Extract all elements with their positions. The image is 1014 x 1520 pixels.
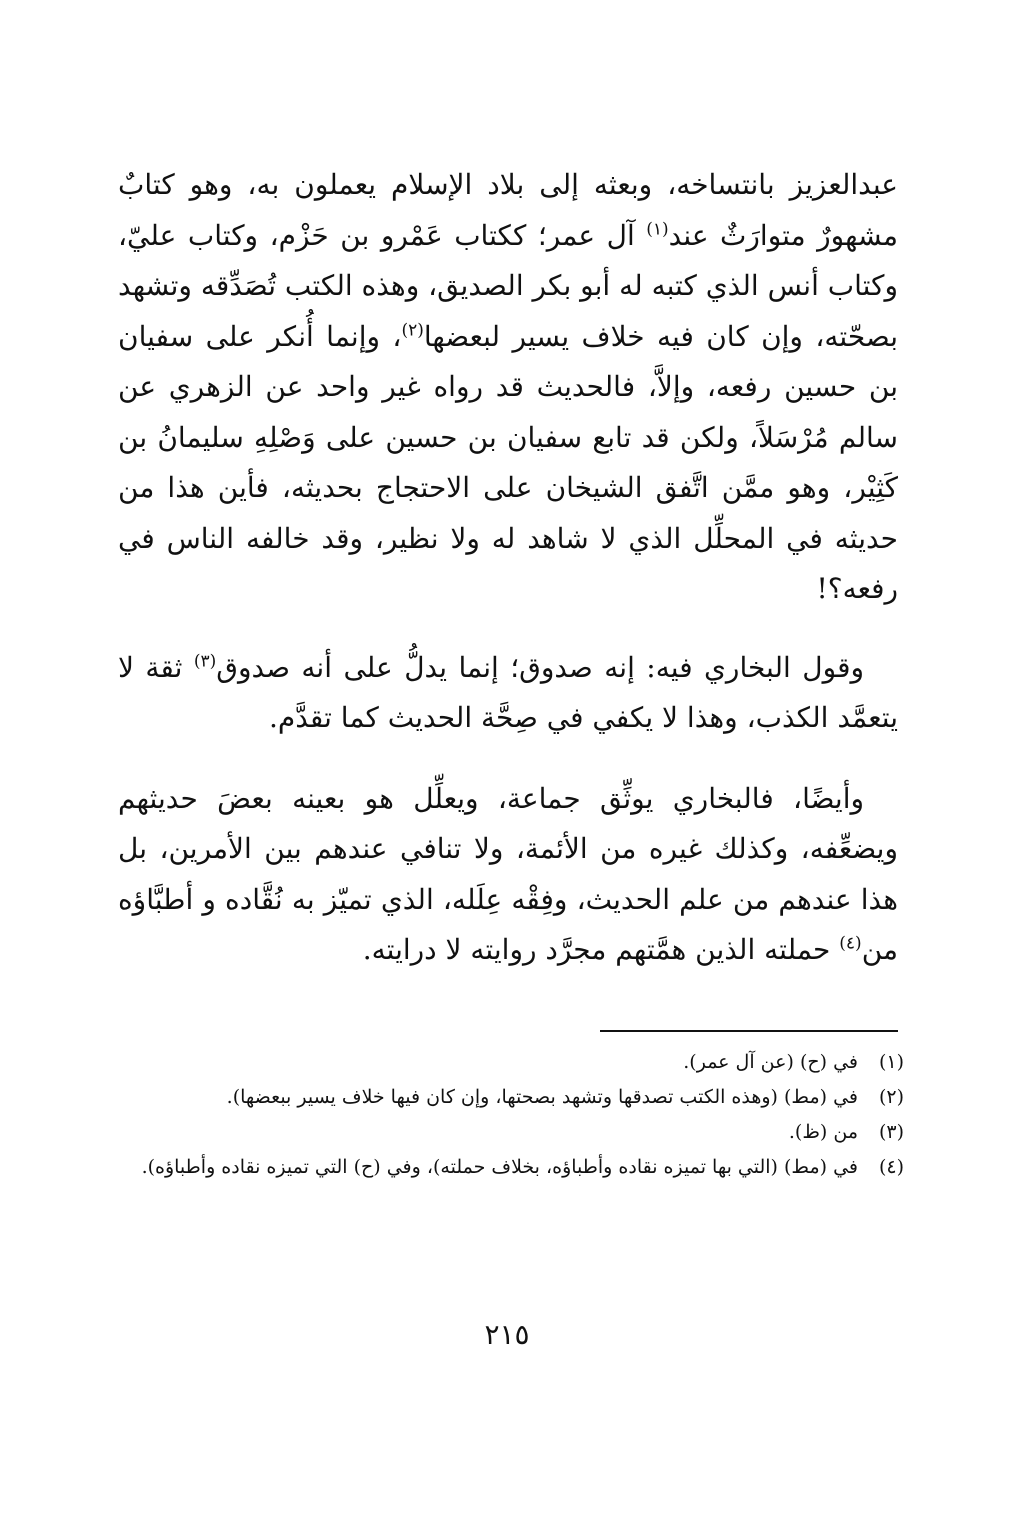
paragraph-2 (118, 643, 898, 744)
footnote-number: (٢) (878, 1086, 904, 1108)
footnote-text: في (مط) (التي بها تميزه نقاده وأطباؤه، بخلاف حملته)، وفي (ح) التي تميزه نقاده وأطباؤه). (141, 1156, 858, 1178)
paragraph-1-text-a: عبدالعزيز بانتساخه، وبعثه إلى بلاد الإسلام يعملون به، وهو كتابٌ مشهورٌ متوارَثٌ عند (118, 168, 898, 252)
paragraph-3 (118, 774, 898, 976)
paragraph-3-text-b: حملته الذين همَّتهم مجرَّد روايته لا درايته. (362, 933, 840, 966)
footnote-ref-1: (١) (646, 219, 669, 240)
paragraph-1 (118, 160, 898, 615)
page-number: ٢١٥ (484, 1318, 530, 1351)
footnote-text: من (ظ). (788, 1121, 858, 1143)
footnotes (118, 1046, 904, 1186)
paragraph-3-text-a: وأيضًا، فالبخاري يوثِّق جماعة، ويعلِّل هو بعينه بعضَ حديثهم ويضعِّفه، وكذلك غيره من الأئمة، ولا تنافي عندهم بين الأمرين، بل هذا عندهم من علم الحديث، وفِقْه عِلَله، الذي تميّز به نُقَّاده و أطبَّاؤه من (118, 781, 898, 966)
paragraph-1-text-b: آل عمر؛ ككتاب عَمْرو بن حَزْم، وكتاب عليّ، وكتاب أنس الذي كتبه له أبو بكر الصديق، وهذه الكتب تُصَدِّقه وتشهد بصحّته، وإن كان فيه خلاف يسير لبعضها (118, 218, 898, 353)
footnote-separator (600, 1030, 898, 1032)
footnote-ref-2: (٢) (401, 320, 424, 341)
paragraph-2-text-b: ثقة لا يتعمَّد الكذب، وهذا لا يكفي في صِحَّة الحديث كما تقدَّم. (118, 650, 898, 734)
footnote-3 (118, 1116, 904, 1149)
paragraph-2-text-a: وقول البخاري فيه: إنه صدوق؛ إنما يدلُّ على أنه صدوق (216, 650, 864, 684)
footnote-number: (٣) (878, 1121, 904, 1143)
footnote-ref-3: (٣) (193, 651, 217, 672)
footnote-text: في (ح) (عن آل عمر). (683, 1051, 858, 1073)
main-text (118, 160, 898, 976)
paragraph-1-text-c: ، وإنما أُنكر على سفيان بن حسين رفعه، وإلاَّ، فالحديث قد رواه غير واحد عن الزهري عن سالم مُرْسَلاً، ولكن قد تابع سفيان بن حسين على وَصْلِهِ سليمانُ بن كَثِيْر، وهو ممَّن اتَّفق الشيخان على الاحتجاج بحديثه، فأين هذا من حديثه في المحلِّل الذي لا شاهد له ولا نظير، وقد خالفه الناس في رفعه؟! (118, 319, 898, 605)
footnote-number: (١) (878, 1051, 904, 1073)
footnote-text: في (مط) (وهذه الكتب تصدقها وتشهد بصحتها، وإن كان فيها خلاف يسير ببعضها). (226, 1086, 858, 1108)
footnote-1 (118, 1046, 904, 1079)
footnote-ref-4: (٤) (839, 933, 862, 954)
footnote-number: (٤) (878, 1156, 904, 1178)
footnote-4 (118, 1151, 904, 1184)
footnote-2 (118, 1081, 904, 1114)
